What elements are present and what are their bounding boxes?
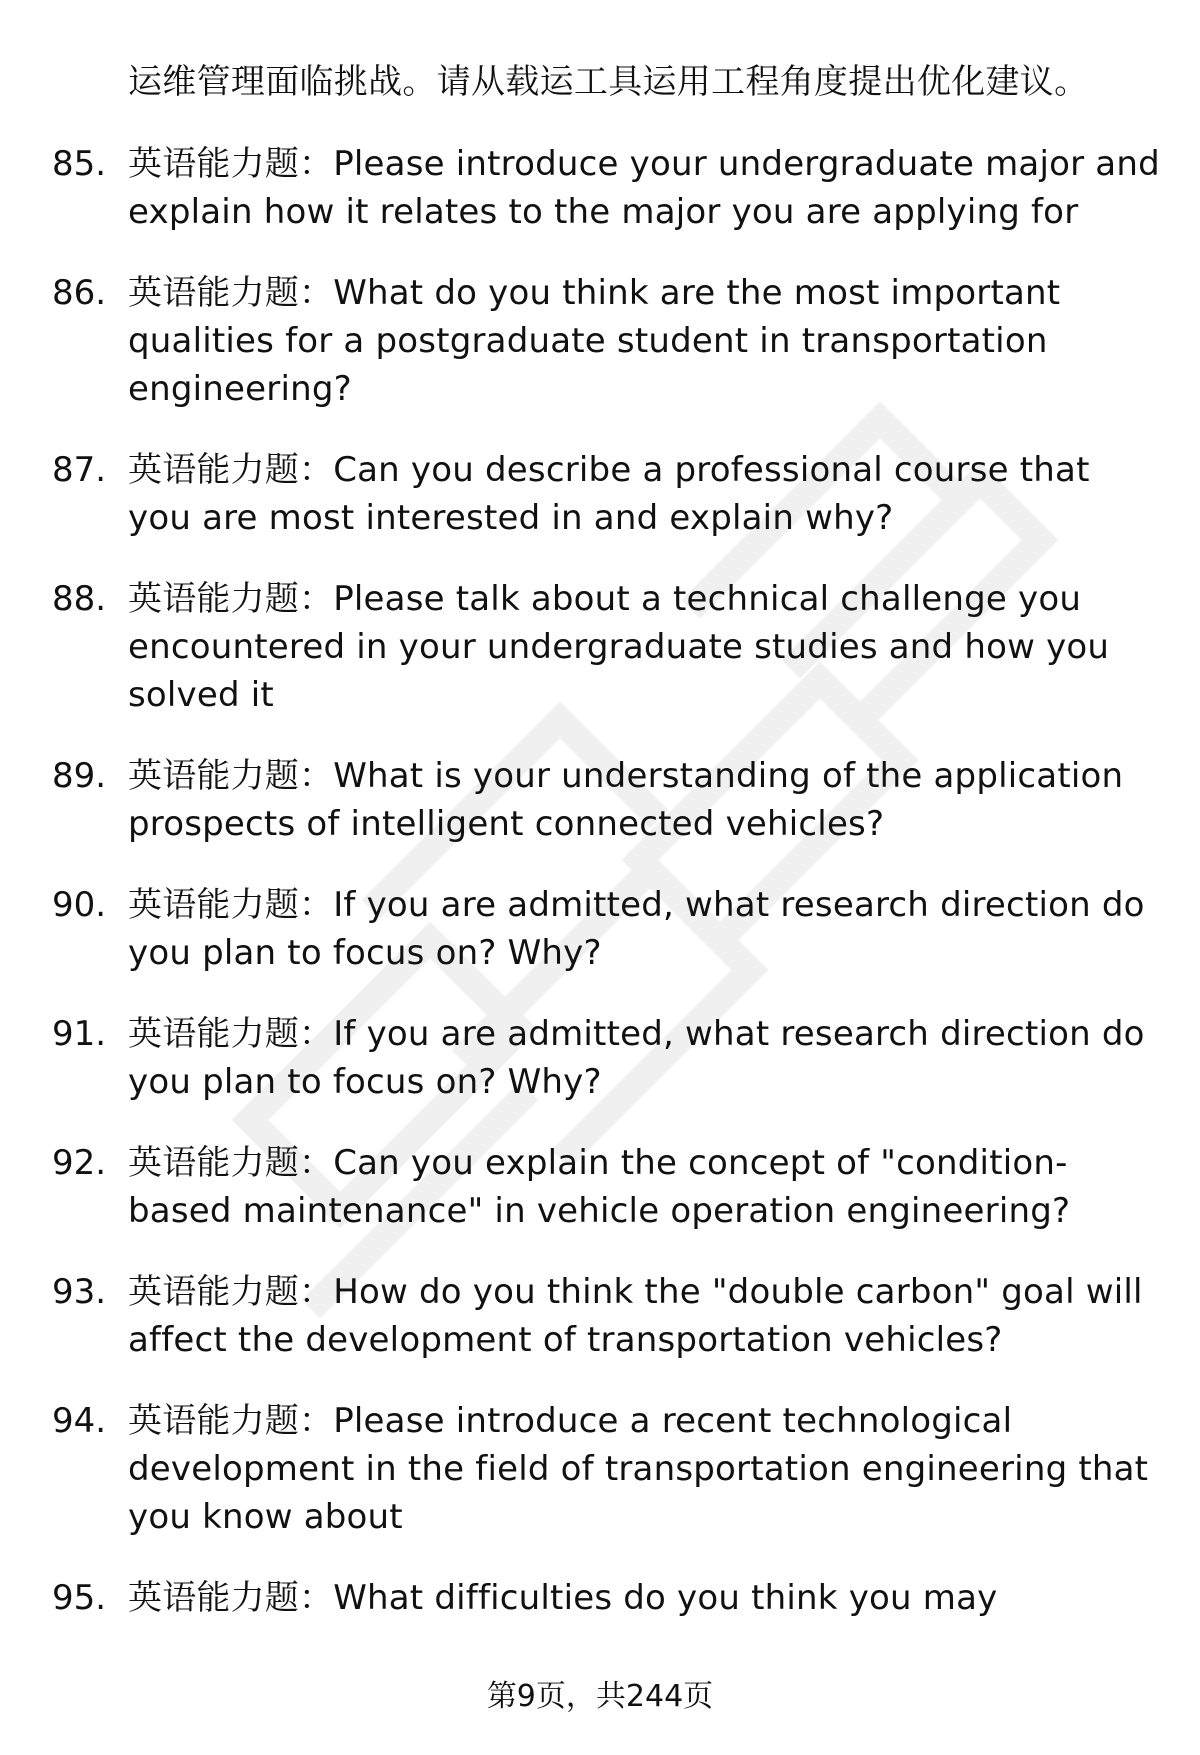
question-body [128,1010,1162,1106]
question-body [128,575,1162,719]
question-body [128,1574,1162,1622]
question-body [128,1268,1162,1364]
question-body [128,881,1162,977]
question-prefix: 英语能力题： [128,144,334,184]
question-item-87 [52,446,1162,542]
question-number: 85. [52,144,107,184]
question-prefix: 英语能力题： [128,579,334,619]
question-item-91 [52,1010,1162,1106]
question-text: Please introduce a recent technological development in the field of transportation engineering that you know about [128,1401,1149,1537]
question-prefix: 英语能力题： [128,1143,334,1183]
page-footer: 第9页，共244页 [486,1679,714,1714]
question-number: 87. [52,450,107,490]
question-prefix: 英语能力题： [128,450,334,490]
question-number: 88. [52,579,107,619]
question-number: 89. [52,756,107,796]
question-prefix: 英语能力题： [128,885,334,925]
question-item-94 [52,1397,1162,1541]
question-body [128,140,1162,236]
question-item-92 [52,1139,1162,1235]
question-body [128,1397,1162,1541]
question-body [128,269,1162,413]
question-prefix: 英语能力题： [128,1578,334,1618]
question-text: What do you think are the most important qualities for a postgraduate student in transportation engineering? [128,273,1061,409]
question-prefix: 英语能力题： [128,1014,334,1054]
question-number: 93. [52,1272,107,1312]
previous-question-continuation: 运维管理面临挑战。请从载运工具运用工程角度提出优化建议。 [128,62,1089,102]
question-body [128,1139,1162,1235]
question-text: What difficulties do you think you may [333,1578,998,1618]
question-text: Can you describe a professional course that you are most interested in and explain why? [128,450,1090,538]
question-text: Please talk about a technical challenge you encountered in your undergraduate studies and how you solved it [128,579,1110,715]
question-text: If you are admitted, what research direction do you plan to focus on? Why? [128,1014,1145,1102]
question-item-93 [52,1268,1162,1364]
question-number: 91. [52,1014,107,1054]
question-item-86 [52,269,1162,413]
question-prefix: 英语能力题： [128,273,334,313]
question-number: 92. [52,1143,107,1183]
question-text: Can you explain the concept of "condition-based maintenance" in vehicle operation engineering? [128,1143,1071,1231]
question-list [52,58,1162,1655]
question-text: If you are admitted, what research direction do you plan to focus on? Why? [128,885,1145,973]
question-text: Please introduce your undergraduate major and explain how it relates to the major you are applying for [128,144,1160,232]
question-item-88 [52,575,1162,719]
question-number: 95. [52,1578,107,1618]
question-number: 94. [52,1401,107,1441]
question-item-95 [52,1574,1162,1622]
question-item-90 [52,881,1162,977]
question-prefix: 英语能力题： [128,756,334,796]
question-item-89 [52,752,1162,848]
question-number: 90. [52,885,107,925]
question-body [128,446,1162,542]
question-prefix: 英语能力题： [128,1401,334,1441]
question-item-85 [52,140,1162,236]
question-body [128,752,1162,848]
question-text: What is your understanding of the application prospects of intelligent connected vehicles? [128,756,1124,844]
question-text: How do you think the "double carbon" goal will affect the development of transportation vehicles? [128,1272,1143,1360]
question-number: 86. [52,273,107,313]
question-prefix: 英语能力题： [128,1272,334,1312]
